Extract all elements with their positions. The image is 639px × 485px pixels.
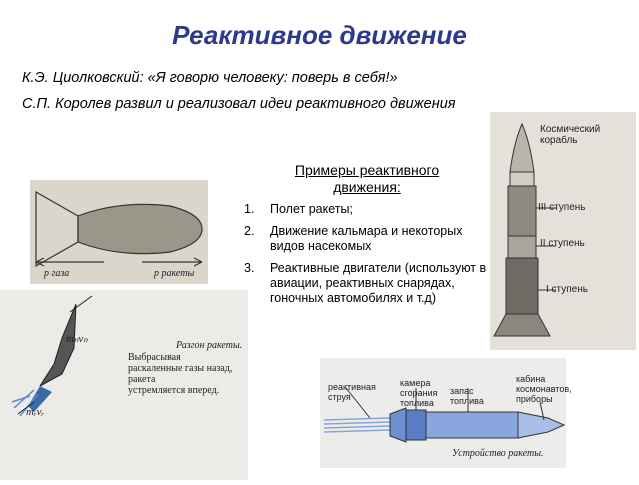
examples-block <box>244 162 490 313</box>
momentum-gas-label: mᵣvᵣ <box>26 406 45 418</box>
rocket-structure-caption: Устройство ракеты. <box>452 448 544 459</box>
rocket-momentum-label: p ракеты <box>154 268 195 279</box>
gas-momentum-label: p газа <box>44 268 70 279</box>
acceleration-caption-title: Разгон ракеты. <box>176 340 243 351</box>
ship-label: Космический корабль <box>540 124 601 146</box>
list-item: 3. Реактивные двигатели (используют в авиации, реактивных снарядах, гоночных автомобилях и т.д) <box>244 261 487 305</box>
list-item: 1. Полет ракеты; <box>244 202 353 216</box>
spaceship-figure <box>490 112 636 350</box>
list-item: 2. Движение кальмара и некоторых видов насекомых <box>244 224 463 253</box>
stage-3-label: III ступень <box>538 202 586 213</box>
acceleration-caption: Выбрасывая раскаленные газы назад, ракета устремляется вперед. <box>128 352 233 396</box>
fuel-label: запас топлива <box>450 386 484 406</box>
momentum-figure <box>30 180 208 284</box>
jet-label: реактивная струя <box>328 382 376 402</box>
chamber-label: камера сгорания топлива <box>400 378 438 408</box>
spaceship-drawing <box>490 112 636 350</box>
stage-2-label: II ступень <box>540 238 585 249</box>
tsiolkovsky-quote: К.Э. Циолковский: «Я говорю человеку: поверь в себя!» <box>22 70 398 86</box>
slide-title: Реактивное движение <box>172 20 467 50</box>
korolev-line: С.П. Королев развил и реализовал идеи реактивного движения <box>22 96 456 112</box>
momentum-rocket-label: mₙvₙ <box>66 333 88 345</box>
examples-heading: Примеры реактивного движения: <box>294 162 440 195</box>
stage-1-label: I ступень <box>546 284 588 295</box>
examples-list <box>244 202 490 306</box>
cabin-label: кабина космонавтов, приборы <box>516 374 572 404</box>
acceleration-figure <box>0 290 248 480</box>
rocket-structure-figure <box>320 358 572 468</box>
